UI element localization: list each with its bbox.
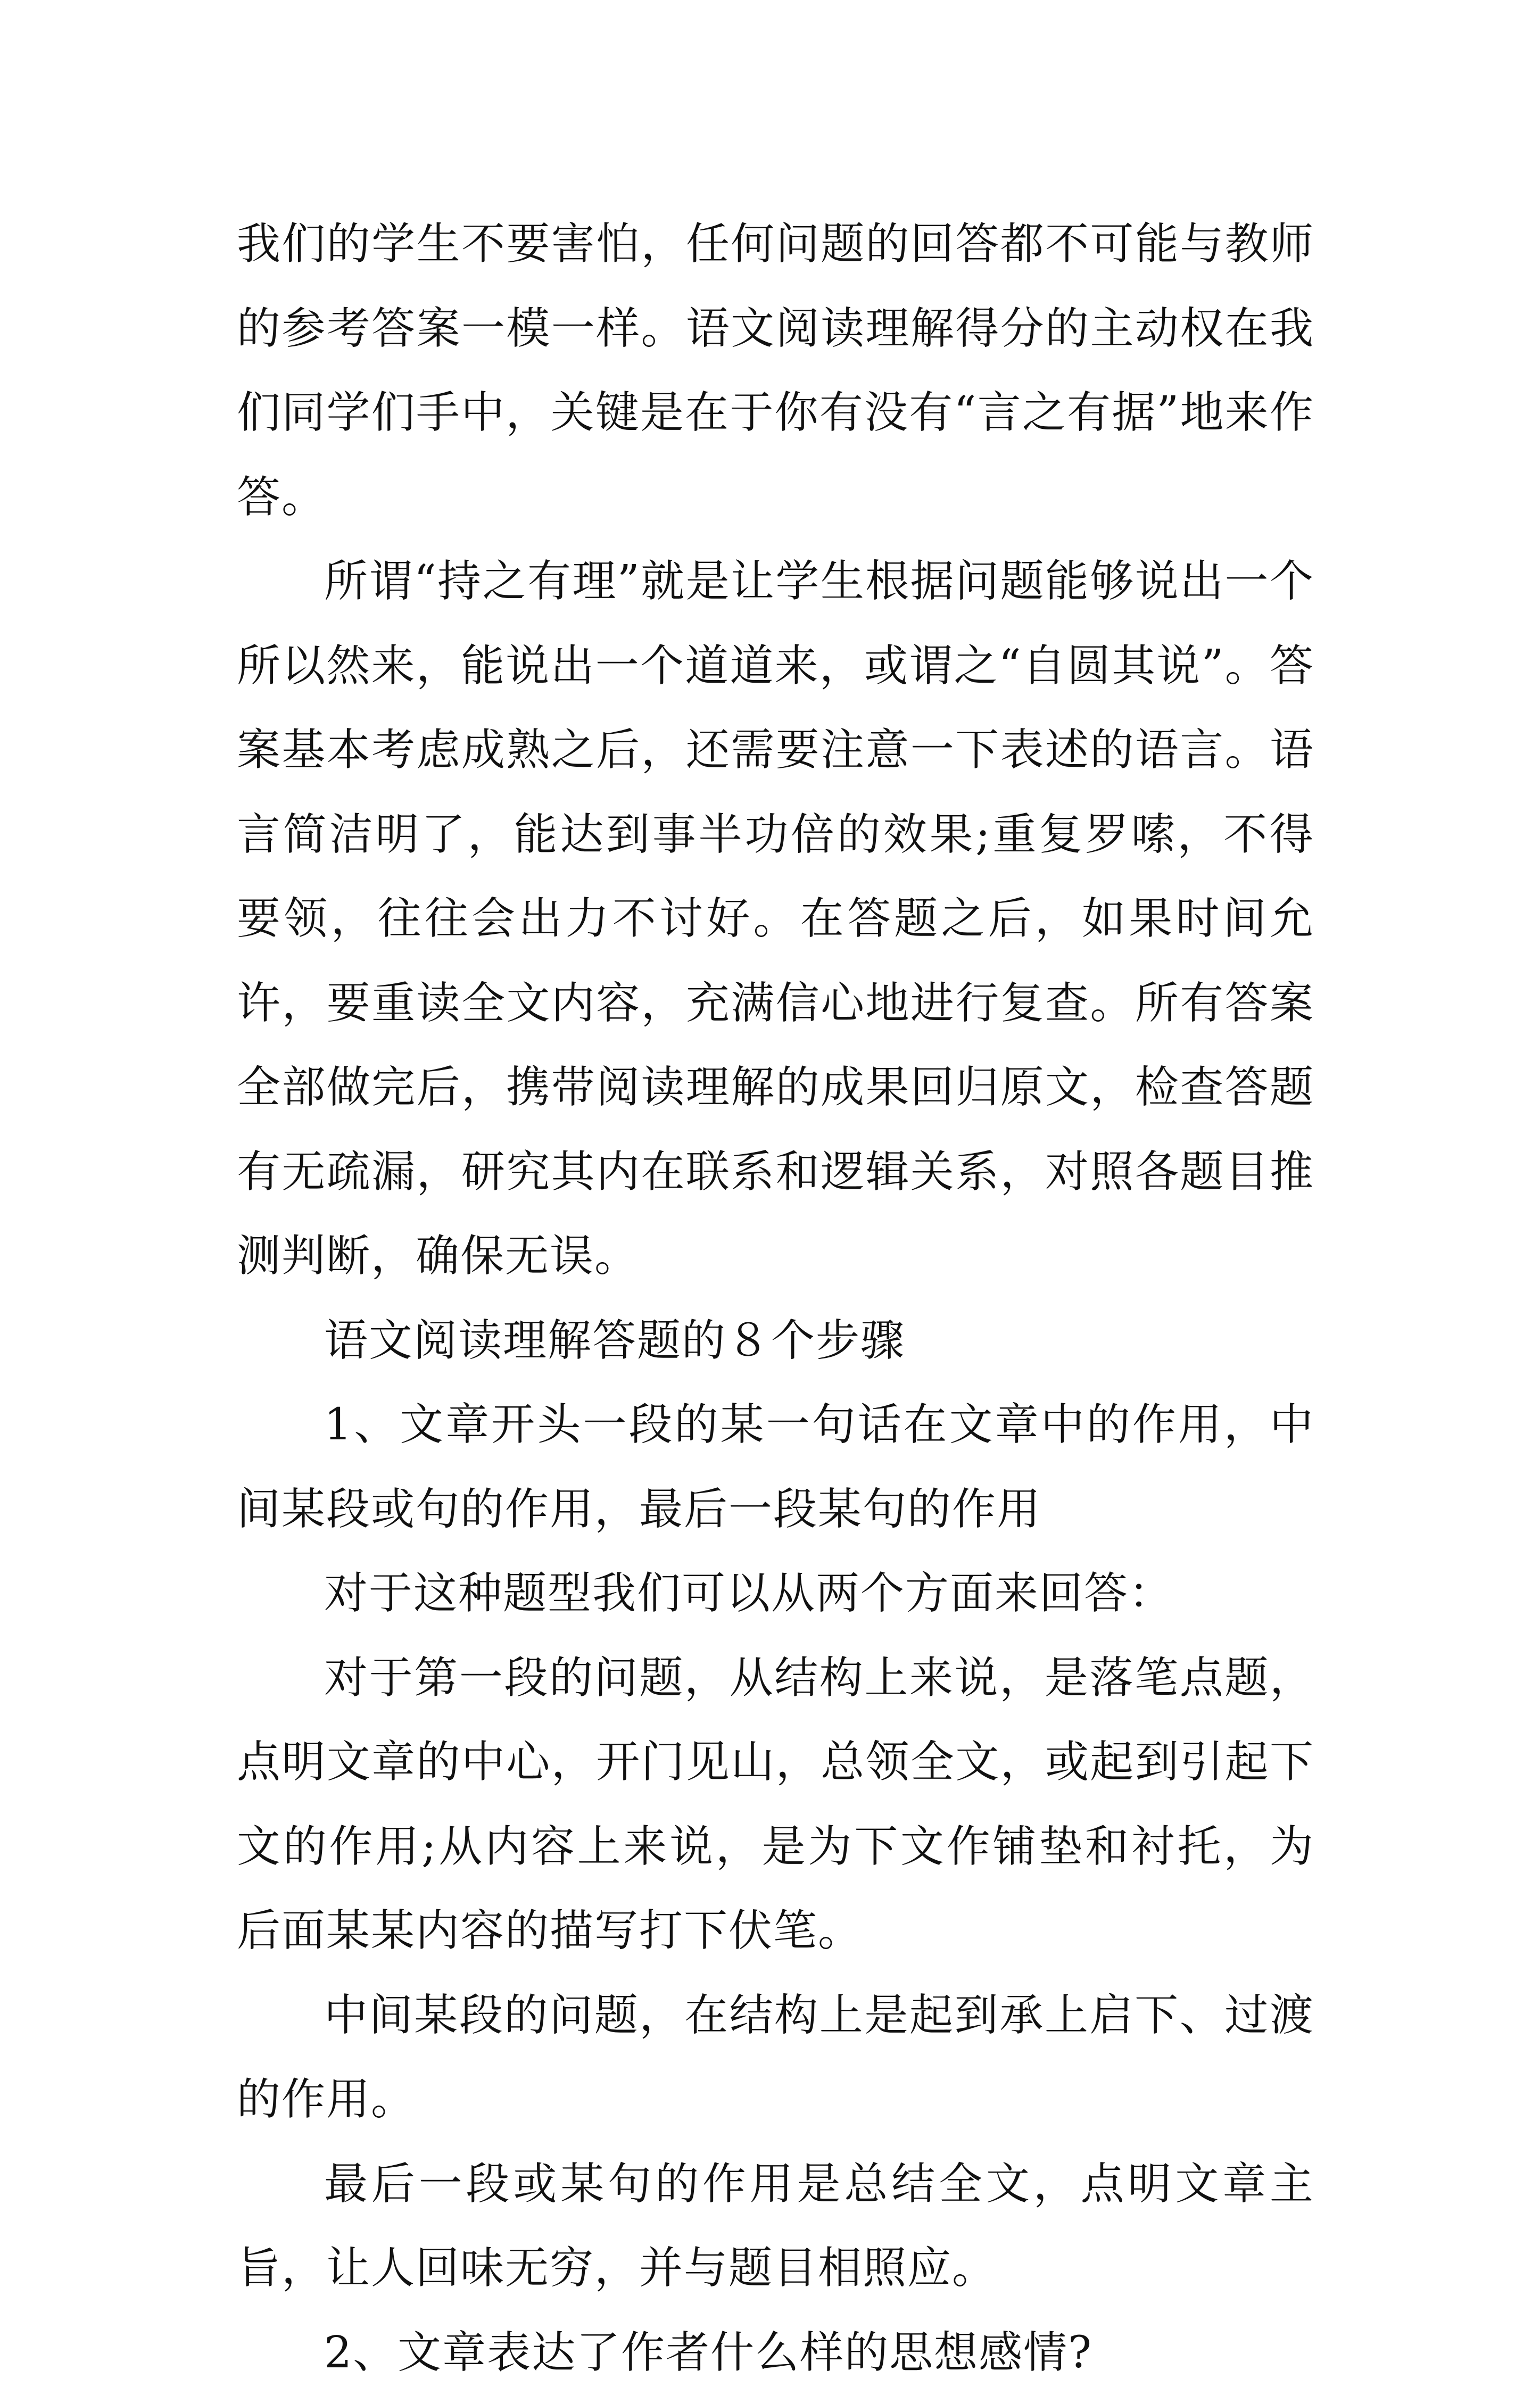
paragraph-continued-intro: 我们的学生不要害怕，任何问题的回答都不可能与教师的参考答案一模一样。语文阅读理解得分的主动权在我们同学们手中，关键是在于你有没有“言之有据”地来作答。 xyxy=(237,202,1314,540)
section-heading-eight-steps: 语文阅读理解答题的８个步骤 xyxy=(237,1299,1314,1383)
paragraph-middle-section: 中间某段的问题，在结构上是起到承上启下、过渡的作用。 xyxy=(237,1974,1314,2142)
paragraph-last-section: 最后一段或某句的作用是总结全文，点明文章主旨，让人回味无穷，并与题目相照应。 xyxy=(237,2142,1314,2311)
paragraph-first-section: 对于第一段的问题，从结构上来说，是落笔点题，点明文章的中心，开门见山，总领全文，或起到引起下文的作用;从内容上来说，是为下文作铺垫和衬托，为后面某某内容的描写打下伏笔。 xyxy=(237,1636,1314,1974)
document-body xyxy=(237,202,1314,2395)
step-2-question: 2、文章表达了作者什么样的思想感情? xyxy=(237,2311,1314,2395)
paragraph-two-aspects: 对于这种题型我们可以从两个方面来回答： xyxy=(237,1552,1314,1636)
step-1-question: 1、文章开头一段的某一句话在文章中的作用，中间某段或句的作用，最后一段某句的作用 xyxy=(237,1383,1314,1552)
paragraph-reasoning: 所谓“持之有理”就是让学生根据问题能够说出一个所以然来，能说出一个道道来，或谓之“自圆其说”。答案基本考虑成熟之后，还需要注意一下表述的语言。语言简洁明了，能达到事半功倍的效果;重复罗嗦，不得要领，往往会出力不讨好。在答题之后，如果时间允许，要重读全文内容，充满信心地进行复查。所有答案全部做完后，携带阅读理解的成果回归原文，检查答题有无疏漏，研究其内在联系和逻辑关系，对照各题目推测判断，确保无误。 xyxy=(237,540,1314,1299)
